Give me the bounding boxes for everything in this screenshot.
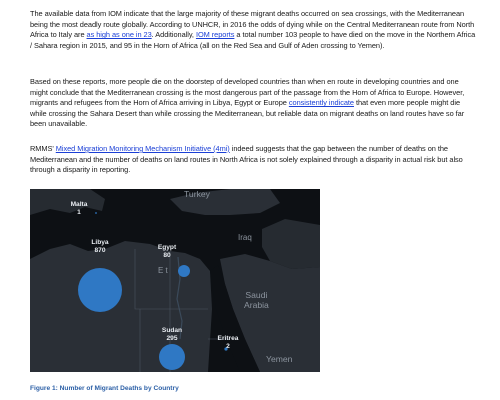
paragraph-1 (30, 9, 478, 51)
land-north-africa (30, 241, 212, 372)
label-eritrea (213, 335, 243, 351)
label-egypt (152, 244, 182, 260)
paragraph-2 (30, 77, 478, 130)
sudan-bubble (159, 344, 185, 370)
label-yemen: Yemen (266, 354, 293, 364)
label-egypt-overlay: E t (158, 266, 168, 275)
label-saudi-arabia: Saudi Arabia (244, 290, 269, 310)
paragraph-3 (30, 144, 478, 176)
death-count: 1 (77, 209, 81, 216)
libya-bubble (78, 268, 122, 312)
death-count: 295 (166, 335, 178, 342)
label-turkey: Turkey (184, 189, 210, 199)
paragraph-text: . Additionally, (151, 30, 196, 40)
country-name: Eritrea (217, 335, 239, 342)
death-count: 80 (163, 252, 171, 259)
death-count: 2 (226, 343, 230, 350)
country-name: Sudan (161, 327, 183, 334)
link-consistently-indicate[interactable]: consistently indicate (288, 98, 354, 108)
paragraph-text: indeed suggests that the gap between the number of deaths on the Mediterranean and the number of deaths on land routes in North Africa is not solely explained through a disparity in actual risk but also through a disparity in reporting. (30, 144, 463, 175)
link-iom-reports[interactable]: IOM reports (195, 30, 235, 40)
egypt-bubble (178, 265, 190, 277)
link-4mi[interactable]: Mixed Migration Monitoring Mechanism Initiative (4mi) (55, 144, 230, 153)
paragraph-text: Based on these reports, more people die on the doorstep of developed countries than when en route in developing countries and one might conclude that the Mediterranean crossing is the most dangerous part of the passage from the Horn of Africa to Europe. However, migrants and refugees from the Horn of Africa arriving in Libya, Egypt or Europe (30, 77, 465, 108)
death-count: 870 (94, 247, 106, 254)
country-name: Egypt (157, 244, 177, 251)
label-libya (85, 239, 115, 255)
paragraph-text: that even more people might die while crossing the Sahara Desert than while crossing the Mediterranean, but reliable data on migrant deaths on land routes have so far been unavailable. (30, 98, 465, 129)
country-name: Libya (91, 239, 109, 246)
paragraph-text: RMMS' (30, 144, 56, 153)
migrant-deaths-map (30, 189, 320, 372)
paragraph-text: a total number 103 people to have died on the move in the Northern Africa / Sahara region in 2015, and 95 in the Horn of Africa (all on the Red Sea and Gulf of Aden crossing to Yemen). (30, 30, 476, 50)
paragraph-text: The available data from IOM indicate that the large majority of these migrant deaths occurred on sea crossings, with the Mediterranean being the most deadly route globally. According to UNHCR, in 2016 the odds of dying while on the Central Mediterranean route from North Africa to Italy are (30, 9, 475, 40)
country-name: Malta (70, 201, 88, 208)
figure-caption: Figure 1: Number of Migrant Deaths by Country (30, 385, 179, 392)
label-sudan (157, 327, 187, 343)
malta-bubble (95, 212, 97, 214)
label-iraq: Iraq (238, 233, 252, 242)
link-one-in-23[interactable]: as high as one in 23 (86, 30, 152, 40)
label-malta (64, 201, 94, 217)
